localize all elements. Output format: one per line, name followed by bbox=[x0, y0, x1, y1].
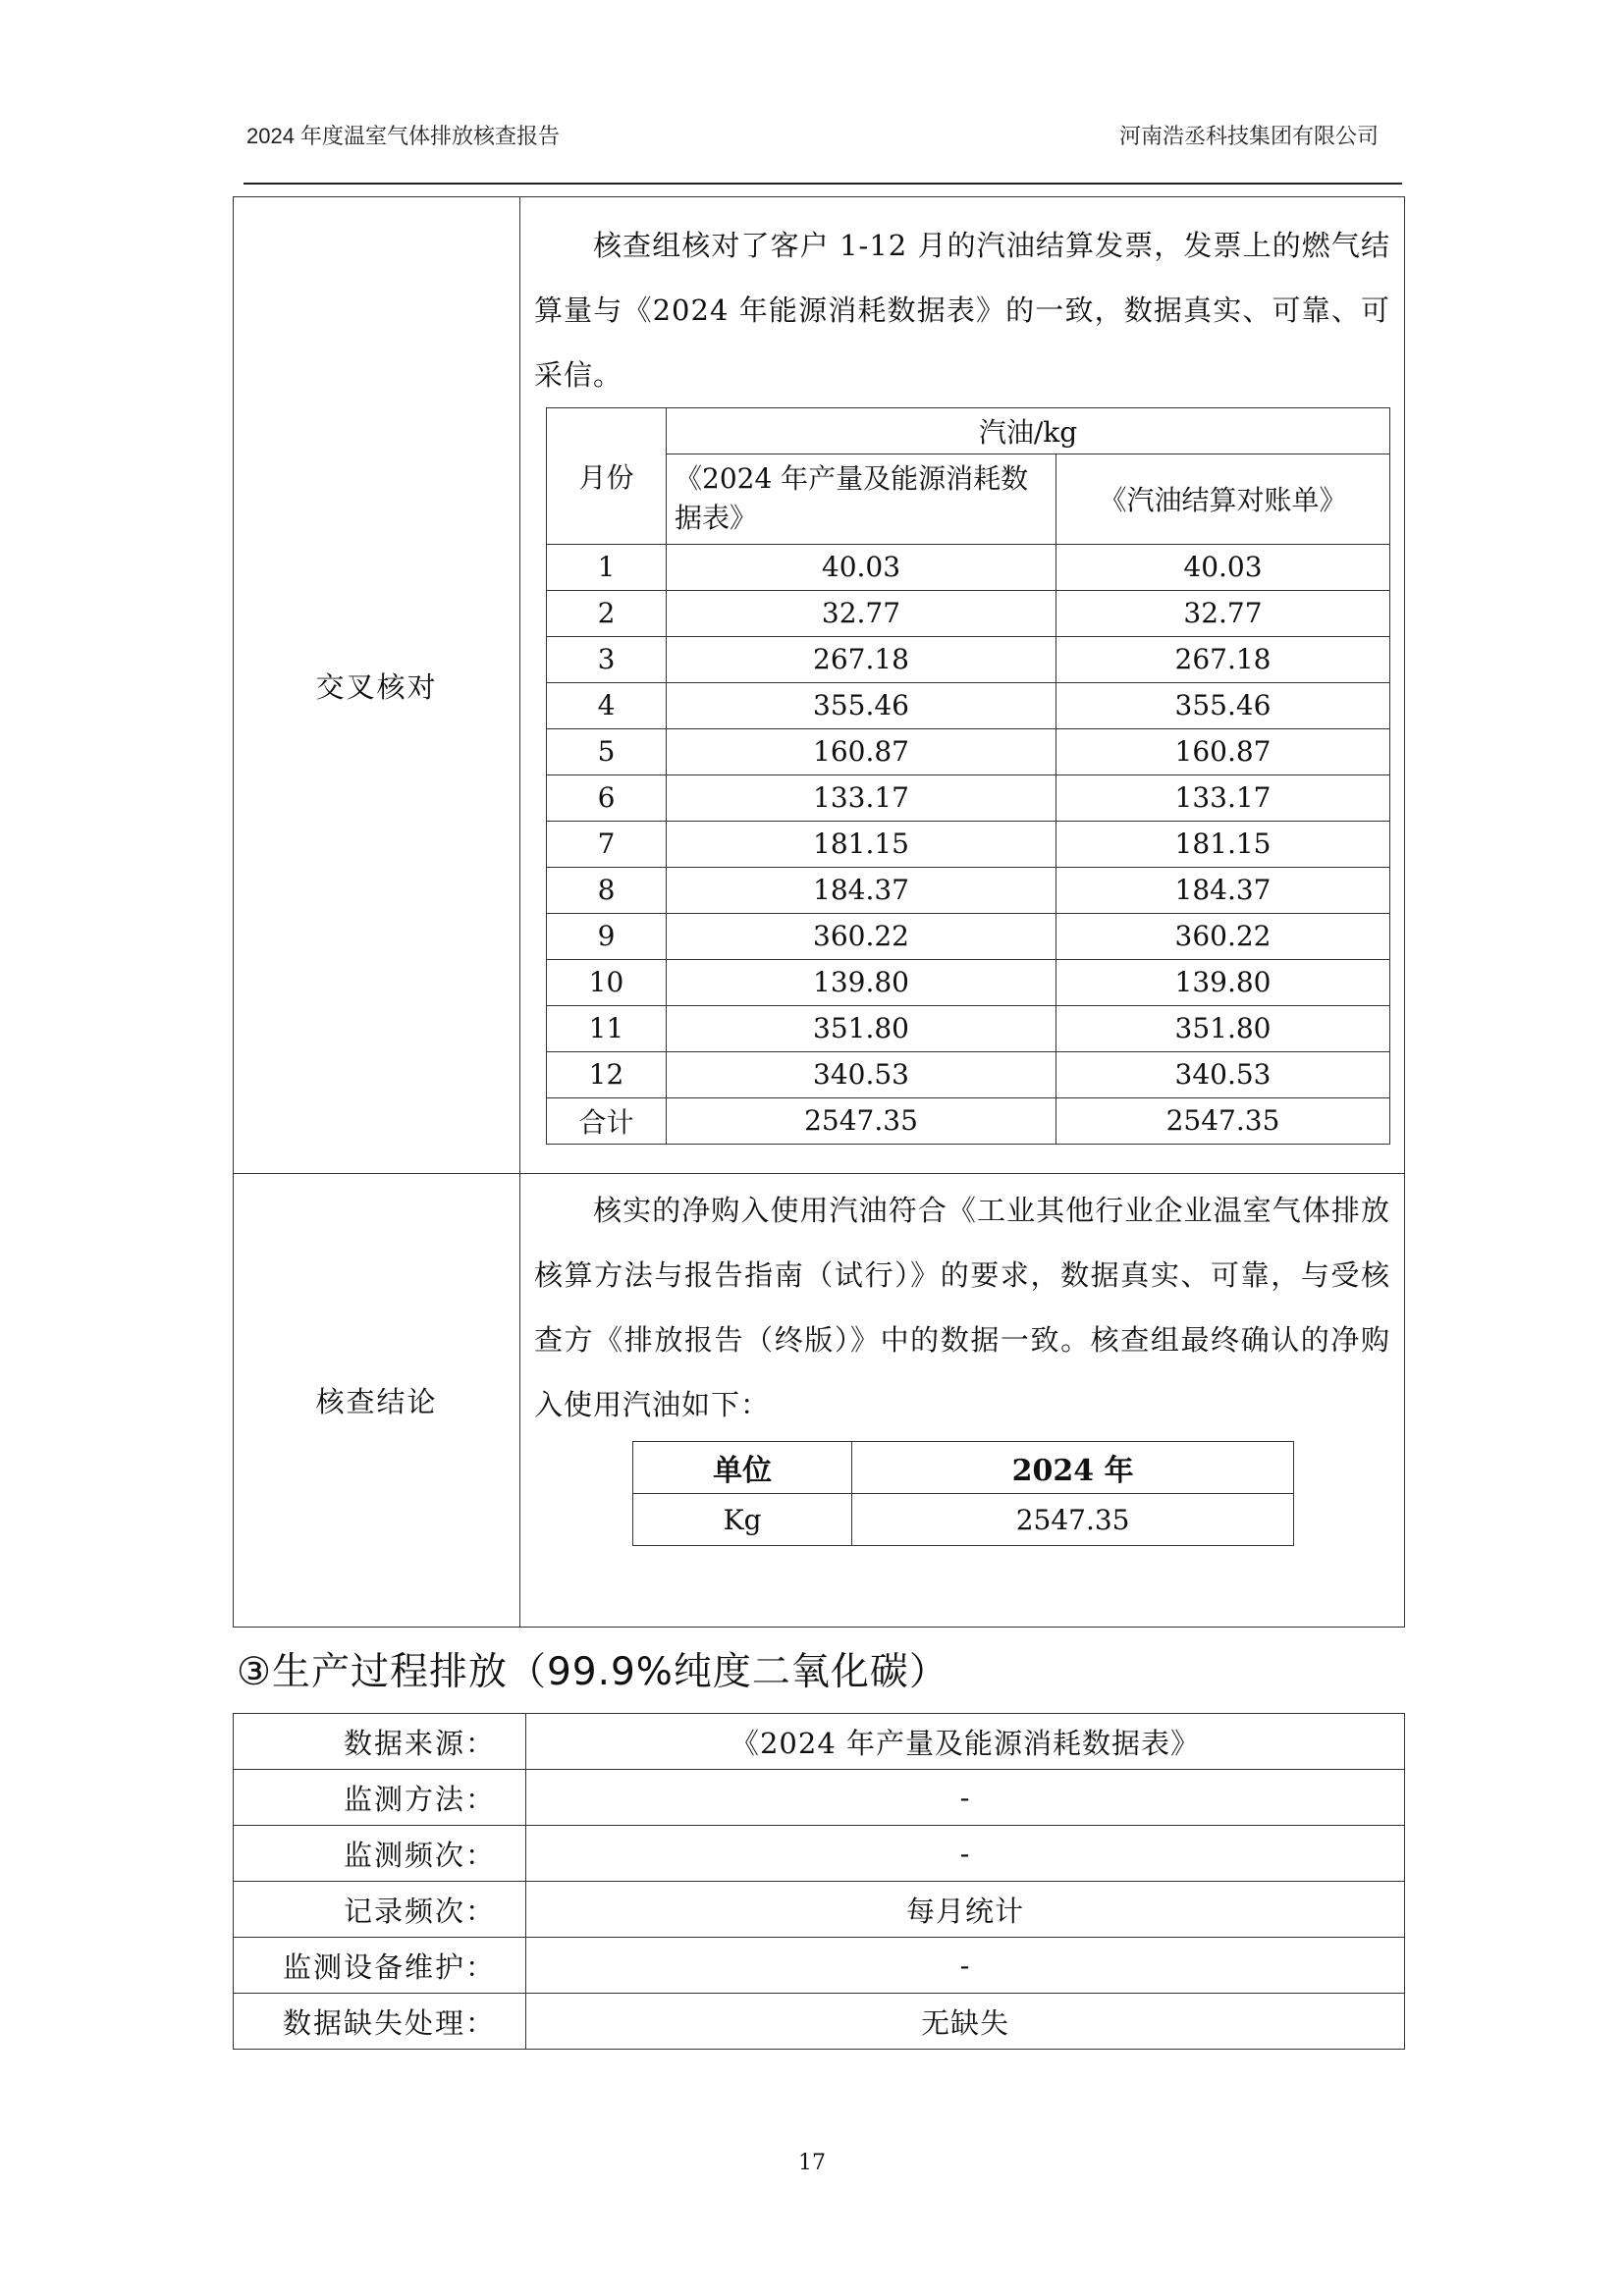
energy-table-value: 40.03 bbox=[667, 544, 1056, 590]
table-row bbox=[547, 1097, 1390, 1144]
settlement-value: 267.18 bbox=[1056, 636, 1390, 682]
table-row bbox=[234, 1938, 1405, 1994]
month-cell: 3 bbox=[547, 636, 667, 682]
inner-header-row bbox=[547, 407, 1390, 454]
cross-check-label: 交叉核对 bbox=[234, 197, 520, 1174]
sum-unit: Kg bbox=[633, 1494, 852, 1546]
inner-subheader-row bbox=[547, 454, 1390, 544]
settlement-value: 139.80 bbox=[1056, 959, 1390, 1005]
settlement-value: 133.17 bbox=[1056, 774, 1390, 821]
process-emission-table bbox=[233, 1713, 1405, 2050]
process-key: 监测频次： bbox=[234, 1826, 526, 1882]
month-cell: 1 bbox=[547, 544, 667, 590]
table-row bbox=[547, 774, 1390, 821]
energy-table-value: 139.80 bbox=[667, 959, 1056, 1005]
table-row bbox=[234, 1714, 1405, 1770]
month-cell: 合计 bbox=[547, 1097, 667, 1144]
month-cell: 10 bbox=[547, 959, 667, 1005]
table-row bbox=[547, 1005, 1390, 1051]
month-cell: 11 bbox=[547, 1005, 667, 1051]
sum-value: 2547.35 bbox=[852, 1494, 1294, 1546]
table-row bbox=[547, 544, 1390, 590]
energy-table-value: 32.77 bbox=[667, 590, 1056, 636]
table-row bbox=[547, 821, 1390, 867]
process-value: 《2024 年产量及能源消耗数据表》 bbox=[526, 1714, 1405, 1770]
settlement-value: 160.87 bbox=[1056, 728, 1390, 774]
confirmed-gasoline-table bbox=[632, 1441, 1294, 1546]
sum-header-unit: 单位 bbox=[633, 1442, 852, 1494]
process-key: 数据来源： bbox=[234, 1714, 526, 1770]
conclusion-row bbox=[234, 1174, 1405, 1628]
settlement-value: 184.37 bbox=[1056, 867, 1390, 913]
process-value: 每月统计 bbox=[526, 1882, 1405, 1938]
sum-header-year: 2024 年 bbox=[852, 1442, 1294, 1494]
table-row bbox=[234, 1882, 1405, 1938]
sum-header-row bbox=[633, 1442, 1294, 1494]
energy-table-value: 133.17 bbox=[667, 774, 1056, 821]
settlement-value: 32.77 bbox=[1056, 590, 1390, 636]
month-cell: 2 bbox=[547, 590, 667, 636]
cross-check-paragraph: 核查组核对了客户 1-12 月的汽油结算发票，发票上的燃气结算量与《2024 年能源消耗数据表》的一致，数据真实、可靠、可采信。 bbox=[534, 228, 1390, 392]
page-number: 17 bbox=[798, 2151, 826, 2175]
settlement-value: 40.03 bbox=[1056, 544, 1390, 590]
month-cell: 9 bbox=[547, 913, 667, 959]
settlement-value: 340.53 bbox=[1056, 1051, 1390, 1097]
header-report-title: 2024 年度温室气体排放核查报告 bbox=[246, 124, 561, 148]
process-value: 无缺失 bbox=[526, 1994, 1405, 2050]
header-settlement-statement: 《汽油结算对账单》 bbox=[1056, 454, 1390, 544]
header-rule bbox=[244, 183, 1402, 185]
gasoline-monthly-table bbox=[546, 407, 1390, 1145]
table-row bbox=[547, 636, 1390, 682]
month-cell: 5 bbox=[547, 728, 667, 774]
energy-table-value: 181.15 bbox=[667, 821, 1056, 867]
month-cell: 6 bbox=[547, 774, 667, 821]
conclusion-label: 核查结论 bbox=[234, 1174, 520, 1628]
process-value: - bbox=[526, 1770, 1405, 1826]
conclusion-content bbox=[520, 1174, 1405, 1628]
energy-table-value: 355.46 bbox=[667, 682, 1056, 728]
settlement-value: 2547.35 bbox=[1056, 1097, 1390, 1144]
energy-table-value: 160.87 bbox=[667, 728, 1056, 774]
cross-check-content bbox=[520, 197, 1405, 1174]
table-row bbox=[547, 590, 1390, 636]
table-row bbox=[234, 1826, 1405, 1882]
table-row bbox=[547, 728, 1390, 774]
header-company-name: 河南浩丞科技集团有限公司 bbox=[1118, 124, 1379, 148]
energy-table-value: 360.22 bbox=[667, 913, 1056, 959]
process-key: 监测设备维护： bbox=[234, 1938, 526, 1994]
table-row bbox=[234, 1994, 1405, 2050]
energy-table-value: 184.37 bbox=[667, 867, 1056, 913]
section-title: ③生产过程排放（99.9%纯度二氧化碳） bbox=[237, 1650, 948, 1694]
energy-table-value: 351.80 bbox=[667, 1005, 1056, 1051]
process-key: 监测方法： bbox=[234, 1770, 526, 1826]
header-gasoline-kg: 汽油/kg bbox=[667, 407, 1390, 454]
settlement-value: 351.80 bbox=[1056, 1005, 1390, 1051]
month-cell: 7 bbox=[547, 821, 667, 867]
settlement-value: 360.22 bbox=[1056, 913, 1390, 959]
month-cell: 4 bbox=[547, 682, 667, 728]
table-row bbox=[547, 682, 1390, 728]
verification-table bbox=[233, 196, 1405, 1628]
table-row bbox=[547, 867, 1390, 913]
energy-table-value: 267.18 bbox=[667, 636, 1056, 682]
table-row bbox=[547, 913, 1390, 959]
table-row bbox=[234, 1770, 1405, 1826]
process-value: - bbox=[526, 1826, 1405, 1882]
process-value: - bbox=[526, 1938, 1405, 1994]
month-cell: 12 bbox=[547, 1051, 667, 1097]
process-key: 数据缺失处理： bbox=[234, 1994, 526, 2050]
conclusion-paragraph: 核实的净购入使用汽油符合《工业其他行业企业温室气体排放核算方法与报告指南（试行）》的要求，数据真实、可靠，与受核查方《排放报告（终版）》中的数据一致。核查组最终确认的净购入使用汽油如下： bbox=[534, 1194, 1390, 1421]
header-month: 月份 bbox=[547, 407, 667, 544]
table-row bbox=[547, 959, 1390, 1005]
settlement-value: 355.46 bbox=[1056, 682, 1390, 728]
cross-check-row bbox=[234, 197, 1405, 1174]
energy-table-value: 340.53 bbox=[667, 1051, 1056, 1097]
header-energy-table: 《2024 年产量及能源消耗数据表》 bbox=[667, 454, 1056, 544]
energy-table-value: 2547.35 bbox=[667, 1097, 1056, 1144]
settlement-value: 181.15 bbox=[1056, 821, 1390, 867]
month-cell: 8 bbox=[547, 867, 667, 913]
process-key: 记录频次： bbox=[234, 1882, 526, 1938]
sum-value-row bbox=[633, 1494, 1294, 1546]
table-row bbox=[547, 1051, 1390, 1097]
